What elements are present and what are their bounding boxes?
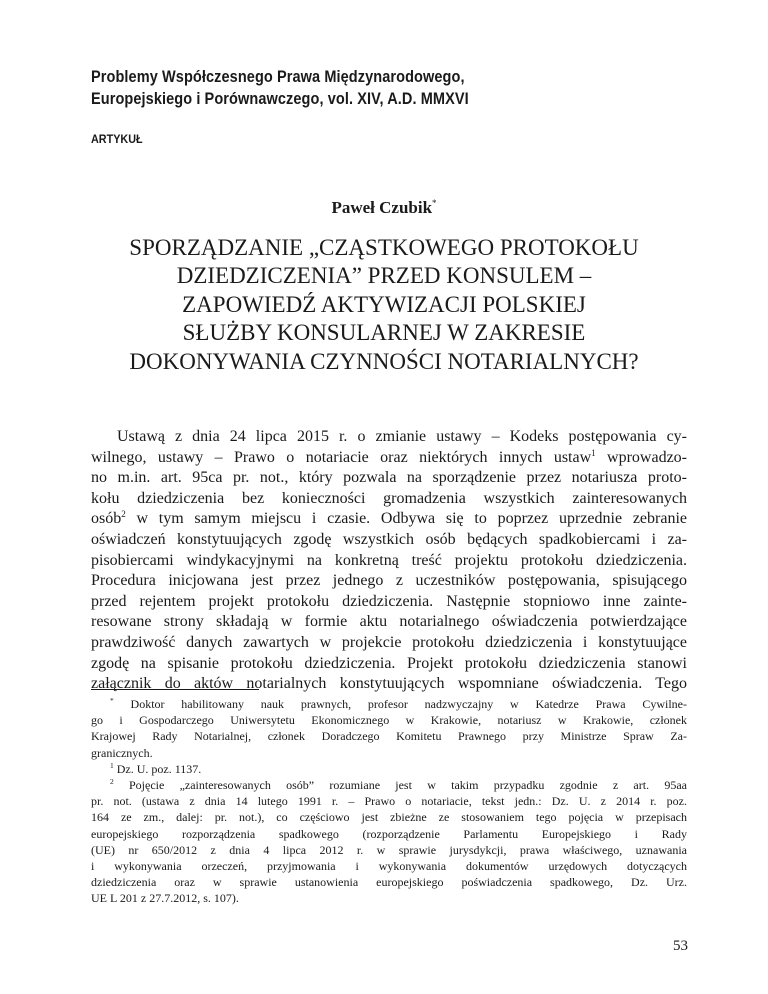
body-paragraph xyxy=(91,427,687,695)
footnote-mark-author: * xyxy=(110,696,114,705)
footnote-divider xyxy=(91,689,259,690)
title-line: SŁUŻBY KONSULARNEJ W ZAKRESIE xyxy=(182,320,586,346)
footnote-2-line xyxy=(91,777,687,793)
title-line: ZAPOWIEDŹ AKTYWIZACJI POLSKIEJ xyxy=(182,291,586,317)
footnote-line: pr. not. (ustawa z dnia 14 lutego 1991 r. – Prawo o notariacie, tekst jedn.: Dz. U. z 2014 r. poz. xyxy=(91,794,687,809)
footnote-1-line xyxy=(91,761,687,777)
footnote-text: Pojęcie „zainteresowanych osób” rozumiane jest w takim przypadku zgodnie z art. 95aa xyxy=(113,778,687,793)
footnote-line: i wykonywania orzeczeń, przyjmowania i wykonywania dokumentów urzędowych dotyczących xyxy=(91,859,687,874)
footnote-text: Dz. U. poz. 1137. xyxy=(113,761,202,776)
journal-title-line-1: Problemy Współczesnego Prawa Międzynarodowego, xyxy=(91,68,465,86)
footnote-line: europejskiego rozporządzenia spadkowego (rozporządzenie Parlamentu Europejskiego i Rady xyxy=(91,826,687,841)
footnote-line: dziedziczenia oraz w sprawie ustanowienia europejskiego poświadczenia spadkowego, Dz. Urz. xyxy=(91,875,687,890)
footnote-line: (UE) nr 650/2012 z dnia 4 lipca 2012 r. w sprawie jurysdykcji, prawa właściwego, uznawania xyxy=(91,842,687,857)
footnote-text: Doktor habilitowany nauk prawnych, profesor nadzwyczajny w Katedrze Prawa Cywilne- xyxy=(113,697,687,711)
footnotes xyxy=(91,696,687,907)
body-text: w tym samym miejscu i czasie. Odbywa się to poprzez uprzednie zebranie xyxy=(125,510,687,528)
section-label: ARTYKUŁ xyxy=(91,132,143,146)
body-line: prawdziwość danych zawartych w projekcie protokołu dziedziczenia i konstytuujące xyxy=(91,633,687,651)
body-line: kołu dziedziczenia bez konieczności gromadzenia wszystkich zainteresowanych xyxy=(91,489,687,507)
body-text: wilnego, ustawy – Prawo o notariacie oraz niektórych innych ustaw xyxy=(91,448,592,466)
page-number: 53 xyxy=(673,938,688,954)
body-line xyxy=(91,448,687,469)
body-line: przed rejentem projekt protokołu dziedziczenia. Następnie stopniowo inne zainte- xyxy=(91,592,687,610)
body-line: Ustawą z dnia 24 lipca 2015 r. o zmianie ustawy – Kodeks postępowania cy- xyxy=(117,428,687,445)
footnote-ref-1[interactable]: 1 xyxy=(591,447,596,458)
body-line: oświadczeń konstytuujących zgodę wszystkich osób będących spadkobiercami i za- xyxy=(91,530,687,548)
footnote-line: go i Gospodarczego Uniwersytetu Ekonomicznego w Krakowie, notariusz w Krakowie, członek xyxy=(91,713,687,728)
footnote-line: UE L 201 z 27.7.2012, s. 107). xyxy=(91,891,239,906)
author-name: Paweł Czubik xyxy=(331,198,433,217)
title-line: DOKONYWANIA CZYNNOŚCI NOTARIALNYCH? xyxy=(129,348,639,374)
journal-title-line-2: Europejskiego i Porównawczego, vol. XIV, A.D. MMXVI xyxy=(91,90,469,108)
title-line: SPORZĄDZANIE „CZĄSTKOWEGO PROTOKOŁU xyxy=(129,235,639,260)
title-line: DZIEDZICZENIA” PRZED KONSULEM – xyxy=(176,263,592,289)
journal-header xyxy=(91,66,584,110)
footnote-mark-2: 2 xyxy=(110,777,114,787)
footnote-ref-2[interactable]: 2 xyxy=(121,509,126,520)
footnote-mark-1: 1 xyxy=(110,760,114,770)
article-title xyxy=(60,234,708,376)
body-line: resowane strony składają w formie aktu notarialnego oświadczenia potwierdzające xyxy=(91,613,687,631)
footnote-line: 164 ze zm., dalej: pr. not.), co częściowo jest zbieżne ze stosowaniem tego pojęcia w przepisach xyxy=(91,810,687,825)
body-text: osób xyxy=(91,510,122,528)
body-line xyxy=(91,509,687,530)
body-line: no m.in. art. 95ca pr. not., który pozwala na sporządzenie przez notariusza proto- xyxy=(91,469,687,487)
footnote-line: Krajowej Rady Notarialnej, członek Doradczego Komitetu Prawnego przy Ministrze Spraw Za- xyxy=(91,729,687,744)
author-line xyxy=(0,198,768,218)
body-line: zgodę na spisanie protokołu dziedziczenia. Projekt protokołu dziedziczenia stanowi xyxy=(91,654,687,672)
author-footnote-marker[interactable]: * xyxy=(432,198,437,208)
body-line: załącznik do aktów notarialnych konstytuujących wspomniane oświadczenia. Tego xyxy=(91,675,687,693)
footnote-author-line xyxy=(91,696,687,712)
body-line: pisobiercami windykacyjnymi na konkretną treść projektu protokołu dziedziczenia. xyxy=(91,551,687,569)
body-text: wprowadzo- xyxy=(595,448,688,466)
body-line: Procedura inicjowana jest przez jednego z uczestników postępowania, spisującego xyxy=(91,572,687,590)
footnote-line: granicznych. xyxy=(91,745,153,760)
